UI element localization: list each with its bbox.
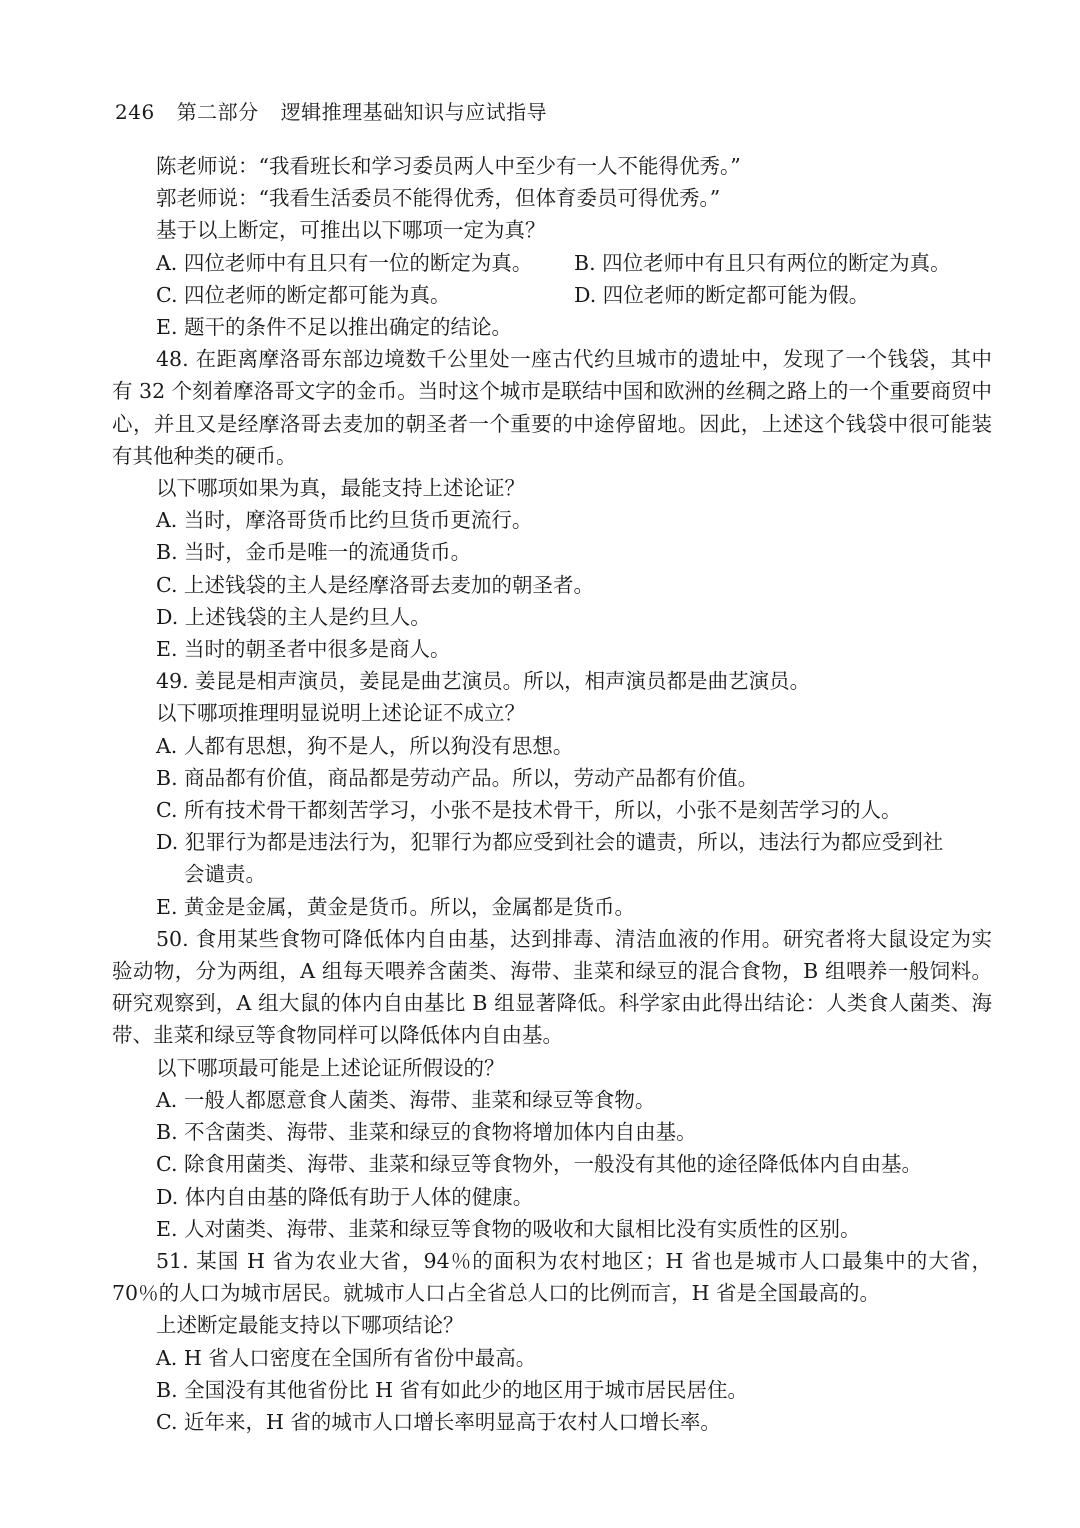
q47-options-row-1 [112,247,992,279]
q51-option-a: A. H 省人口密度在全国所有省份中最高。 [156,1345,537,1370]
q47-question: 基于以上断定，可推出以下哪项一定为真？ [156,218,546,243]
chapter-title: 逻辑推理基础知识与应试指导 [280,100,548,124]
q51-question: 上述断定最能支持以下哪项结论？ [156,1313,464,1338]
q48-option-b: B. 当时，金币是唯一的流通货币。 [156,540,472,565]
q49-option-b: B. 商品都有价值，商品都是劳动产品。所以，劳动产品都有价值。 [156,765,759,790]
q48-stem: 48. 在距离摩洛哥东部边境数千公里处一座古代约旦城市的遗址中，发现了一个钱袋，其中有 32 个刻着摩洛哥文字的金币。当时这个城市是联结中国和欧洲的丝稠之路上的一个重要商贸中心，并且又是经摩洛哥去麦加的朝圣者一个重要的中途停留地。因此，上述这个钱袋中很可能装有其他种类的硬币。 [112,347,992,468]
q51-option-b: B. 全国没有其他省份比 H 省有如此少的地区用于城市居民居住。 [156,1377,749,1402]
q50-option-a: A. 一般人都愿意食人菌类、海带、韭菜和绿豆等食物。 [156,1087,656,1112]
q49-option-a: A. 人都有思想，狗不是人，所以狗没有思想。 [156,733,574,758]
q49-option-d-continued: 会谴责。 [184,862,266,887]
q47-option-d: D. 四位老师的断定都可能为假。 [574,282,870,307]
part-label: 第二部分 [176,100,259,124]
q49-option-d: D. 犯罪行为都是违法行为，犯罪行为都应受到社会的谴责，所以，违法行为都应受到社 [156,830,944,855]
q50-option-e: E. 人对菌类、海带、韭菜和绿豆等食物的吸收和大鼠相比没有实质性的区别。 [156,1216,861,1241]
q49-question: 以下哪项推理明显说明上述论证不成立？ [156,701,525,726]
q51-stem: 51. 某国 H 省为农业大省，94％的面积为农村地区；H 省也是城市人口最集中的大省，70％的人口为城市居民。就城市人口占全省总人口的比例而言，H 省是全国最高的。 [112,1248,992,1306]
q47-options-row-2 [112,279,992,311]
q49-stem: 49. 姜昆是相声演员，姜昆是曲艺演员。所以，相声演员都是曲艺演员。 [156,669,811,694]
page-header [115,96,547,125]
q50-option-c: C. 除食用菌类、海带、韭菜和绿豆等食物外，一般没有其他的途径降低体内自由基。 [156,1152,922,1177]
q49-option-c: C. 所有技术骨干都刻苦学习，小张不是技术骨干，所以，小张不是刻苦学习的人。 [156,798,902,823]
q48-question: 以下哪项如果为真，最能支持上述论证？ [156,476,525,501]
page-content [112,150,992,1438]
q51-option-c: C. 近年来，H 省的城市人口增长率明显高于农村人口增长率。 [156,1409,721,1434]
q47-option-e: E. 题干的条件不足以推出确定的结论。 [156,315,512,340]
q47-option-b: B. 四位老师中有且只有两位的断定为真。 [574,250,951,275]
q50-option-b: B. 不含菌类、海带、韭菜和绿豆的食物将增加体内自由基。 [156,1120,697,1145]
q48-option-d: D. 上述钱袋的主人是约旦人。 [156,604,431,629]
q49-option-e: E. 黄金是金属，黄金是货币。所以，金属都是货币。 [156,894,635,919]
q48-option-a: A. 当时，摩洛哥货币比约旦货币更流行。 [156,508,533,533]
q47-option-c: C. 四位老师的断定都可能为真。 [156,282,451,307]
q47-option-a: A. 四位老师中有且只有一位的断定为真。 [156,250,533,275]
q48-option-c: C. 上述钱袋的主人是经摩洛哥去麦加的朝圣者。 [156,572,594,597]
q50-option-d: D. 体内自由基的降低有助于人体的健康。 [156,1184,534,1209]
page-number: 246 [115,100,155,124]
statement-chen: 陈老师说：“我看班长和学习委员两人中至少有一人不能得优秀。” [156,154,741,178]
statement-guo: 郭老师说：“我看生活委员不能得优秀，但体育委员可得优秀。” [156,186,721,211]
q50-stem: 50. 食用某些食物可降低体内自由基，达到排毒、清洁血液的作用。研究者将大鼠设定为实验动物，分为两组，A 组每天喂养含菌类、海带、韭菜和绿豆的混合食物，B 组喂养一般饲料。研究观察到，A 组大鼠的体内自由基比 B 组显著降低。科学家由此得出结论：人类食人菌类、海带、韭菜和绿豆等食物同样可以降低体内自由基。 [112,926,992,1048]
q50-question: 以下哪项最可能是上述论证所假设的？ [156,1055,505,1080]
q48-option-e: E. 当时的朝圣者中很多是商人。 [156,637,451,662]
